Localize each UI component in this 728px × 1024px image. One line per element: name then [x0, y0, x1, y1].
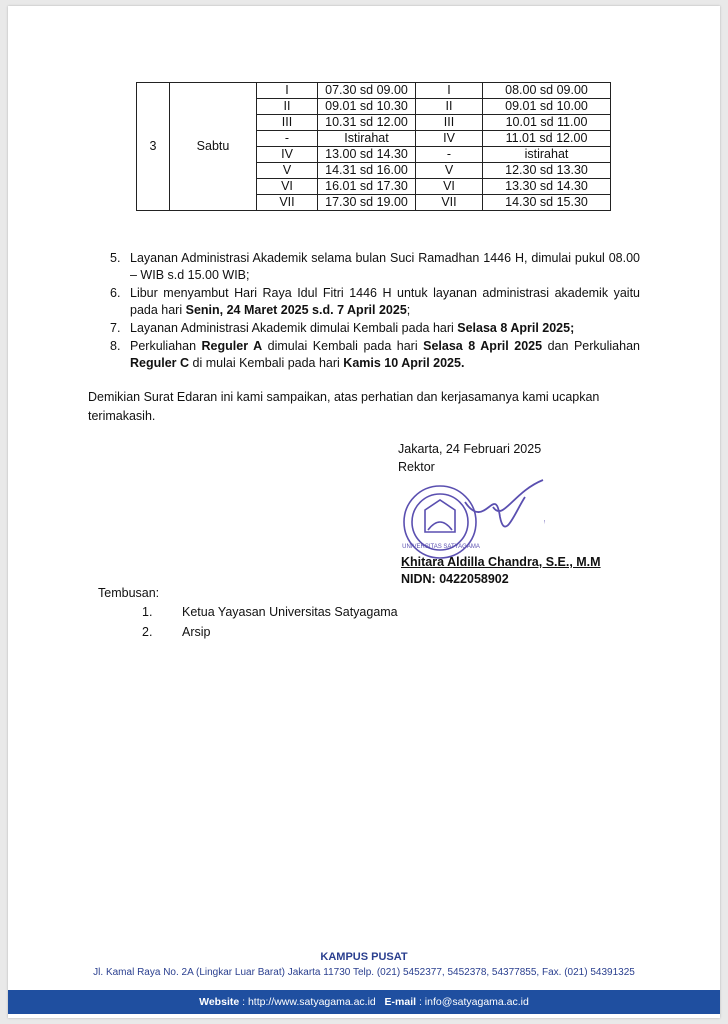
table-cell: - — [257, 131, 318, 147]
signatory-nidn: NIDN: 0422058902 — [401, 572, 509, 586]
table-cell: 10.01 sd 11.00 — [483, 115, 611, 131]
list-number: 8. — [110, 339, 121, 353]
list-number: 7. — [110, 321, 121, 335]
tembusan-label: Tembusan: — [98, 586, 160, 600]
table-cell: istirahat — [483, 147, 611, 163]
tembusan-number: 1. — [142, 605, 153, 619]
table-cell: 11.01 sd 12.00 — [483, 131, 611, 147]
list-text-bold: Kamis 10 April 2025. — [343, 356, 465, 370]
list-text: Layanan Administrasi Akademik selama bulan Suci Ramadhan 1446 H, dimulai pukul 08.00 – WIB s.d 15.00 WIB; — [130, 251, 640, 282]
table-cell: 13.30 sd 14.30 — [483, 179, 611, 195]
list-item — [100, 320, 640, 337]
tembusan-section — [98, 584, 398, 643]
list-text-bold: Selasa 8 April 2025; — [457, 321, 575, 335]
signatory-name: Khitara Aldilla Chandra, S.E., M.M — [401, 555, 601, 569]
email-link[interactable]: : info@satyagama.ac.id — [416, 996, 529, 1008]
tembusan-item — [98, 603, 398, 623]
list-text: Layanan Administrasi Akademik dimulai Kembali pada hari — [130, 321, 458, 335]
website-label: Website — [199, 996, 240, 1008]
tembusan-number: 2. — [142, 625, 153, 639]
footer-address: Jl. Kamal Raya No. 2A (Lingkar Luar Barat) Jakarta 11730 Telp. (021) 5452377, 5452378, 54377855, Fax. (021) 54391325 — [93, 967, 635, 978]
table-cell: Istirahat — [318, 131, 416, 147]
list-text: dimulai Kembali pada hari — [262, 339, 424, 353]
table-cell: 14.31 sd 16.00 — [318, 163, 416, 179]
tembusan-text: Arsip — [182, 625, 211, 639]
list-number: 6. — [110, 286, 121, 300]
table-cell: 12.30 sd 13.30 — [483, 163, 611, 179]
list-text-bold: Senin, 24 Maret 2025 s.d. 7 April 2025 — [185, 303, 407, 317]
table-cell: V — [416, 163, 483, 179]
table-cell: V — [257, 163, 318, 179]
table-cell: 13.00 sd 14.30 — [318, 147, 416, 163]
closing-paragraph: Demikian Surat Edaran ini kami sampaikan, atas perhatian dan kerjasamanya kami ucapkan terimakasih. — [88, 390, 600, 423]
table-cell-no: 3 — [137, 83, 170, 211]
table-cell-day: Sabtu — [170, 83, 257, 211]
table-cell: II — [257, 99, 318, 115]
list-item — [100, 250, 640, 284]
table-cell: 10.31 sd 12.00 — [318, 115, 416, 131]
stamp-text: UNIVERSITAS SATYAGAMA — [402, 544, 480, 550]
signatory-role: Rektor — [398, 460, 435, 474]
table-cell: 14.30 sd 15.30 — [483, 195, 611, 211]
list-text: Libur menyambut Hari Raya Idul Fitri 1446 H untuk layanan administrasi akademik yaitu pada hari — [130, 286, 640, 317]
table-row — [137, 83, 611, 99]
list-text-bold: Selasa 8 April 2025 — [423, 339, 543, 353]
tembusan-text: Ketua Yayasan Universitas Satyagama — [182, 605, 398, 619]
website-link[interactable]: : http://www.satyagama.ac.id — [239, 996, 376, 1008]
tembusan-item — [98, 623, 211, 643]
table-cell: IV — [257, 147, 318, 163]
email-label: E-mail — [384, 996, 417, 1008]
table-cell: VI — [257, 179, 318, 195]
list-text: ; — [406, 303, 411, 317]
list-text: Perkuliahan — [130, 339, 202, 353]
table-cell: 09.01 sd 10.30 — [318, 99, 416, 115]
place-date: Jakarta, 24 Februari 2025 — [398, 442, 542, 456]
list-number: 5. — [110, 251, 121, 265]
list-text-bold: Reguler C — [130, 356, 190, 370]
table-cell: 17.30 sd 19.00 — [318, 195, 416, 211]
table-cell: 16.01 sd 17.30 — [318, 179, 416, 195]
footer-contact-band — [8, 990, 720, 1014]
table-cell: - — [416, 147, 483, 163]
footer-title: KAMPUS PUSAT — [320, 951, 408, 963]
schedule-table — [136, 82, 611, 211]
list-text: di mulai Kembali pada hari — [189, 356, 344, 370]
table-cell: I — [416, 83, 483, 99]
table-cell: VII — [257, 195, 318, 211]
table-cell: VI — [416, 179, 483, 195]
numbered-list — [100, 250, 640, 373]
table-cell: III — [416, 115, 483, 131]
table-cell: VII — [416, 195, 483, 211]
table-cell: 08.00 sd 09.00 — [483, 83, 611, 99]
table-cell: 07.30 sd 09.00 — [318, 83, 416, 99]
list-item — [100, 338, 640, 372]
list-item — [100, 285, 640, 319]
table-cell: II — [416, 99, 483, 115]
list-text-bold: Reguler A — [201, 339, 263, 353]
table-cell: 09.01 sd 10.00 — [483, 99, 611, 115]
table-cell: IV — [416, 131, 483, 147]
table-cell: I — [257, 83, 318, 99]
list-text: dan Perkuliahan — [542, 339, 640, 353]
table-cell: III — [257, 115, 318, 131]
